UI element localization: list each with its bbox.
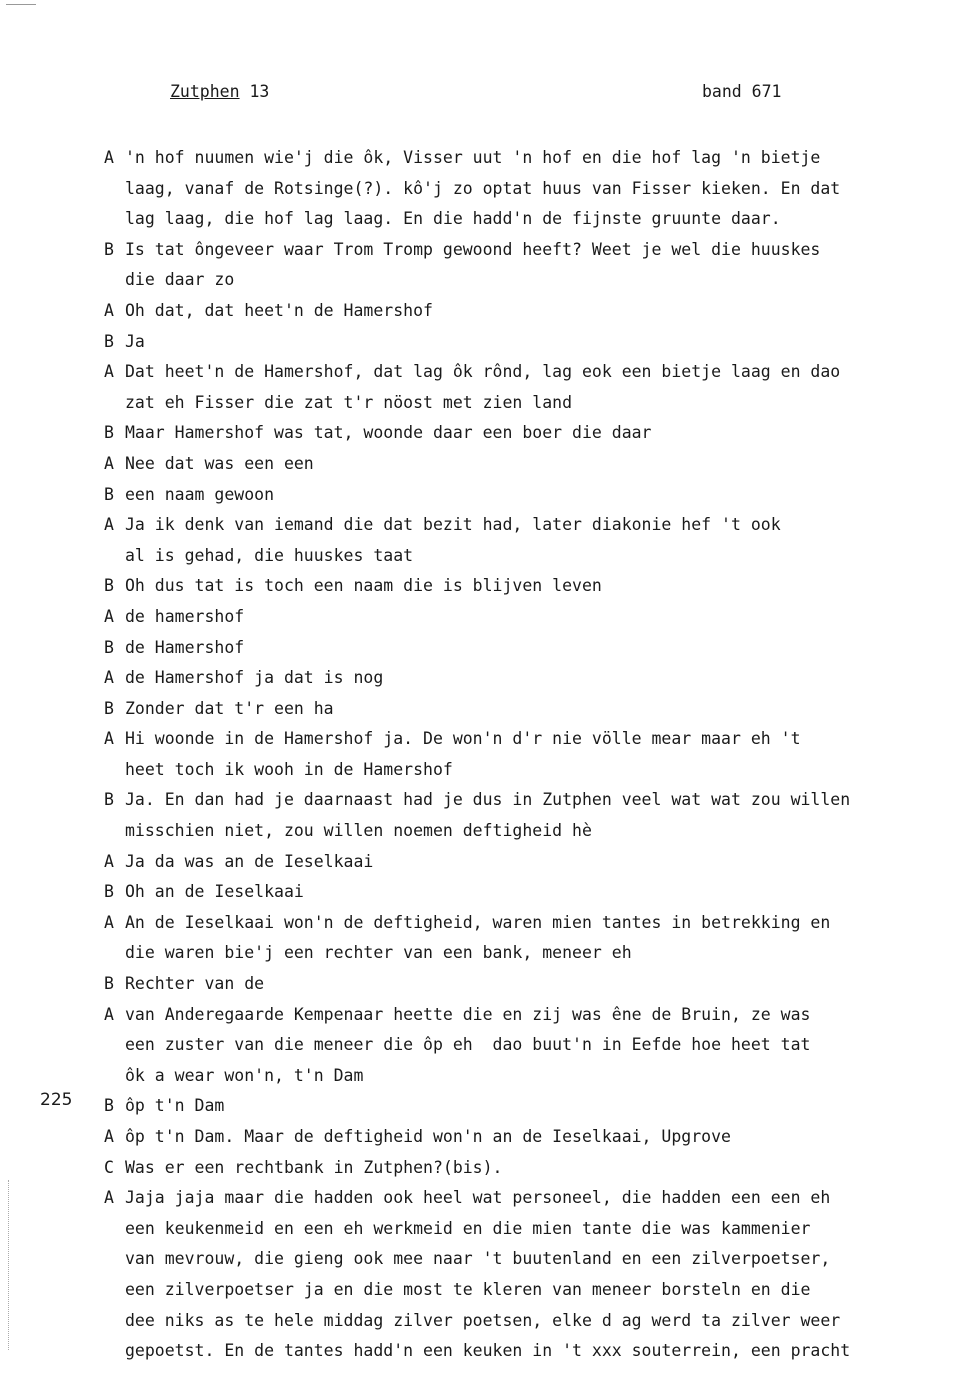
transcript-line — [104, 480, 934, 511]
transcript-line — [104, 204, 934, 235]
line-text: de Hamershof ja dat is nog — [125, 668, 384, 688]
transcript-line — [104, 938, 934, 969]
line-text: dee niks as te hele middag zilver poetsen, elke d ag werd ta zilver weer — [125, 1310, 841, 1330]
line-text: Ja da was an de Ieselkaai — [125, 851, 374, 871]
transcript-line — [104, 663, 934, 694]
margin-dots — [8, 1180, 11, 1350]
speaker-label: B — [104, 331, 114, 351]
transcript-line — [104, 602, 934, 633]
line-text: de Hamershof — [125, 637, 245, 657]
line-text: Zonder dat t'r een ha — [125, 698, 334, 718]
transcript-line — [104, 235, 934, 266]
speaker-label: B — [104, 974, 114, 994]
speaker-label: A — [104, 515, 114, 535]
speaker-label: B — [104, 1096, 114, 1116]
speaker-label: B — [104, 790, 114, 810]
line-text: van mevrouw, die gieng ook mee naar 't buutenland en een zilverpoetser, — [125, 1249, 831, 1269]
margin-line-number: 225 — [40, 1090, 73, 1110]
line-text: een zilverpoetser ja en die most te kleren van meneer borsteln en die — [125, 1279, 811, 1299]
line-text: Ja — [125, 331, 145, 351]
transcript-line — [104, 1214, 934, 1245]
line-text: die daar zo — [125, 270, 235, 290]
line-text: die waren bie'j een rechter van een bank, meneer eh — [125, 943, 632, 963]
line-text: Hi woonde in de Hamershof ja. De won'n d'r nie völle mear maar eh 't — [125, 729, 801, 749]
transcript-line — [104, 816, 934, 847]
speaker-label: A — [104, 668, 114, 688]
transcript-line — [104, 1153, 934, 1184]
line-text: heet toch ik wooh in de Hamershof — [125, 759, 453, 779]
line-text: zat eh Fisser die zat t'r nöost met zien land — [125, 392, 573, 412]
line-text: misschien niet, zou willen noemen deftigheid hè — [125, 821, 592, 841]
line-text: Jaja jaja maar die hadden ook heel wat personeel, die hadden een een eh — [125, 1188, 831, 1208]
line-text: Nee dat was een een — [125, 453, 314, 473]
transcript-line — [104, 296, 934, 327]
header-location-name: Zutphen — [170, 82, 240, 101]
line-text: ôp t'n Dam — [125, 1096, 225, 1116]
line-text: An de Ieselkaai won'n de deftigheid, waren mien tantes in betrekking en — [125, 912, 831, 932]
speaker-label: A — [104, 606, 114, 626]
line-text: Ja ik denk van iemand die dat bezit had, later diakonie hef 't ook — [125, 515, 781, 535]
transcript-line — [104, 327, 934, 358]
transcript-line — [104, 1122, 934, 1153]
line-text: de hamershof — [125, 606, 245, 626]
header-tape: band 671 — [702, 82, 782, 101]
line-text: Maar Hamershof was tat, woonde daar een boer die daar — [125, 423, 652, 443]
line-text: Is tat ôngeveer waar Trom Tromp gewoond heeft? Weet je wel die huuskes — [125, 239, 821, 259]
line-text: laag, vanaf de Rotsinge(?). kô'j zo optat huus van Fisser kieken. En dat — [125, 178, 841, 198]
transcript-line — [104, 571, 934, 602]
line-text: gepoetst. En de tantes hadd'n een keuken in 't xxx souterrein, een pracht — [125, 1341, 851, 1361]
transcript-line — [104, 847, 934, 878]
speaker-label: B — [104, 484, 114, 504]
speaker-label: A — [104, 453, 114, 473]
transcript-line — [104, 357, 934, 388]
line-text: Was er een rechtbank in Zutphen?(bis). — [125, 1157, 503, 1177]
speaker-label: A — [104, 300, 114, 320]
top-margin-mark — [6, 4, 36, 5]
transcript-line — [104, 785, 934, 816]
transcript-line — [104, 1244, 934, 1275]
transcript-line — [104, 1183, 934, 1214]
transcript-line — [104, 418, 934, 449]
speaker-label: B — [104, 882, 114, 902]
transcript-line — [104, 724, 934, 755]
speaker-label: B — [104, 576, 114, 596]
speaker-label: A — [104, 362, 114, 382]
line-text: een keukenmeid en een eh werkmeid en die mien tante die was kammenier — [125, 1218, 811, 1238]
transcript-line — [104, 1275, 934, 1306]
header-location — [170, 82, 269, 101]
line-text: lag laag, die hof lag laag. En die hadd'n de fijnste gruunte daar. — [125, 209, 781, 229]
line-text: Oh dat, dat heet'n de Hamershof — [125, 300, 433, 320]
speaker-label: A — [104, 912, 114, 932]
line-text: Oh an de Ieselkaai — [125, 882, 304, 902]
transcript-body — [104, 143, 934, 1367]
header-location-suffix: 13 — [239, 82, 270, 101]
line-text: Ja. En dan had je daarnaast had je dus in Zutphen veel wat wat zou willen — [125, 790, 851, 810]
speaker-label: A — [104, 851, 114, 871]
transcript-line — [104, 755, 934, 786]
line-text: ôp t'n Dam. Maar de deftigheid won'n an de Ieselkaai, Upgrove — [125, 1127, 731, 1146]
line-text: een zuster van die meneer die ôp eh dao buut'n in Eefde hoe heet tat — [125, 1035, 811, 1055]
line-text: al is gehad, die huuskes taat — [125, 545, 414, 565]
line-text: 'n hof nuumen wie'j die ôk, Visser uut 'n hof en die hof lag 'n bietje — [125, 148, 821, 167]
speaker-label: A — [104, 729, 114, 749]
line-text: Dat heet'n de Hamershof, dat lag ôk rônd, lag eok een bietje laag en dao — [125, 362, 841, 382]
transcript-line — [104, 1000, 934, 1031]
speaker-label: A — [104, 1004, 114, 1024]
transcript-line — [104, 143, 934, 174]
transcript-line — [104, 388, 934, 419]
speaker-label: A — [104, 1188, 114, 1208]
transcript-line — [104, 908, 934, 939]
transcript-line — [104, 541, 934, 572]
transcript-line — [104, 510, 934, 541]
line-text: een naam gewoon — [125, 484, 275, 504]
transcript-line — [104, 694, 934, 725]
transcript-line — [104, 1306, 934, 1337]
transcript-line — [104, 877, 934, 908]
line-text: Rechter van de — [125, 974, 265, 994]
transcript-line — [104, 265, 934, 296]
transcript-line — [104, 174, 934, 205]
line-text: van Anderegaarde Kempenaar heette die en zij was êne de Bruin, ze was — [125, 1004, 811, 1024]
transcript-line — [104, 449, 934, 480]
speaker-label: B — [104, 423, 114, 443]
speaker-label: A — [104, 1127, 114, 1146]
speaker-label: C — [104, 1157, 114, 1177]
speaker-label: B — [104, 698, 114, 718]
speaker-label: B — [104, 637, 114, 657]
line-text: Oh dus tat is toch een naam die is blijven leven — [125, 576, 602, 596]
speaker-label: A — [104, 148, 114, 167]
speaker-label: B — [104, 239, 114, 259]
transcript-line — [104, 969, 934, 1000]
transcript-line — [104, 1030, 934, 1061]
transcript-line — [104, 633, 934, 664]
transcript-line — [104, 1336, 934, 1367]
transcript-line — [104, 1061, 934, 1092]
transcript-line — [104, 1091, 934, 1122]
line-text: ôk a wear won'n, t'n Dam — [125, 1065, 364, 1085]
